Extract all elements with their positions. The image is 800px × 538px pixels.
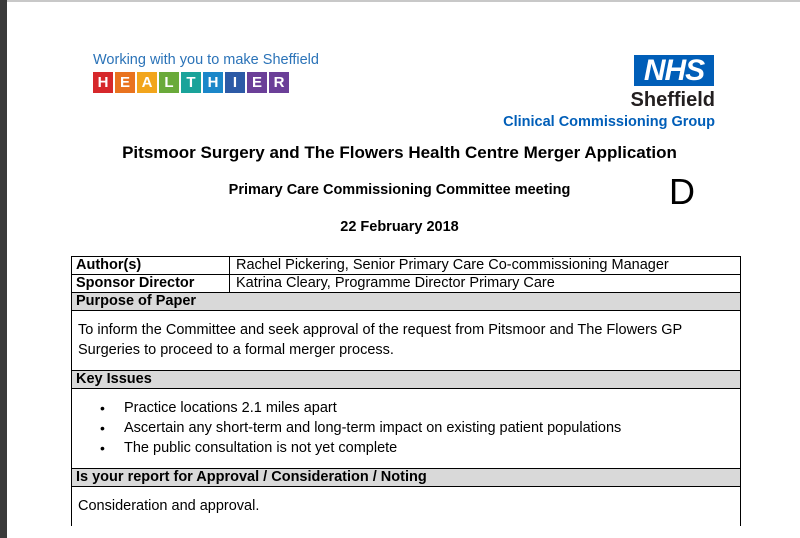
issues-label: Key Issues <box>72 371 740 388</box>
purpose-label: Purpose of Paper <box>72 293 740 310</box>
healthier-letter: R <box>269 72 289 93</box>
report-body-row <box>71 487 741 526</box>
author-label: Author(s) <box>72 257 230 274</box>
sponsor-label: Sponsor Director <box>72 275 230 292</box>
list-item: • The public consultation is not yet complete <box>78 438 734 458</box>
author-row <box>71 256 741 275</box>
agenda-letter: D <box>669 171 695 212</box>
healthier-letter: T <box>181 72 201 93</box>
purpose-body-row <box>71 311 741 371</box>
page-top-border <box>7 0 800 2</box>
nhs-logo-badge: NHS <box>634 55 714 86</box>
healthier-letter: A <box>137 72 157 93</box>
healthier-letter: L <box>159 72 179 93</box>
issues-header-row <box>71 371 741 389</box>
report-text: Consideration and approval. <box>78 498 260 514</box>
issues-list <box>78 398 734 458</box>
list-item: • Practice locations 2.1 miles apart <box>78 398 734 418</box>
healthier-letter: E <box>247 72 267 93</box>
healthier-letter: H <box>203 72 223 93</box>
paper-details-table <box>71 256 741 526</box>
healthier-letter: H <box>93 72 113 93</box>
sponsor-row <box>71 275 741 293</box>
report-label: Is your report for Approval / Consideration / Noting <box>72 469 740 486</box>
meeting-date: 22 February 2018 <box>340 219 459 235</box>
healthier-letter: E <box>115 72 135 93</box>
issues-cell <box>72 389 740 468</box>
purpose-header-row <box>71 293 741 311</box>
report-header-row <box>71 469 741 487</box>
nhs-area-name: Sheffield <box>630 89 715 111</box>
author-value: Rachel Pickering, Senior Primary Care Co-commissioning Manager <box>236 257 669 273</box>
healthier-letter: I <box>225 72 245 93</box>
meeting-name: Primary Care Commissioning Committee meeting <box>228 182 571 198</box>
nhs-org-name: Clinical Commissioning Group <box>503 114 715 130</box>
document-title: Pitsmoor Surgery and The Flowers Health Centre Merger Application <box>122 143 677 162</box>
issues-body-row <box>71 389 741 469</box>
purpose-text: To inform the Committee and seek approval of the request from Pitsmoor and The Flowers GP Surgeries to proceed to a formal merger process. <box>78 322 682 358</box>
document-page <box>7 0 800 538</box>
healthier-logo <box>93 72 289 93</box>
healthier-tagline: Working with you to make Sheffield <box>93 52 319 68</box>
list-item: • Ascertain any short-term and long-term impact on existing patient populations <box>78 418 734 438</box>
sponsor-value: Katrina Cleary, Programme Director Primary Care <box>236 275 555 291</box>
